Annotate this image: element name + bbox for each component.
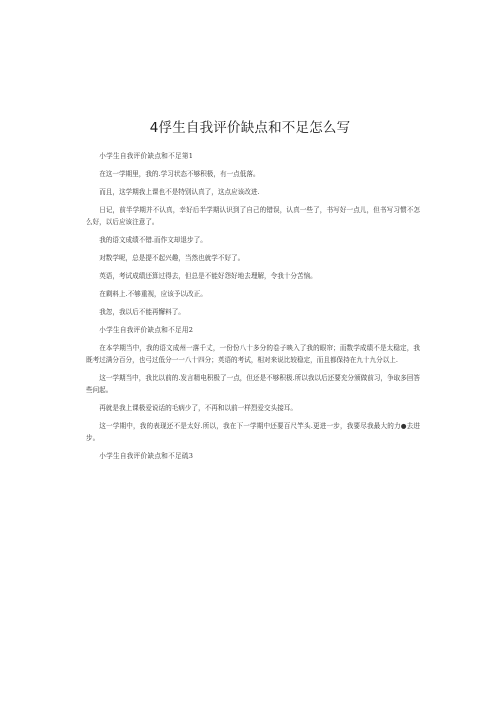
- section-heading: 小学生自我评价缺点和不足硫3: [99, 452, 194, 460]
- document-body: [86, 150, 420, 468]
- paragraph: 在剩料上.不够重视，应该予以改正。: [99, 290, 207, 298]
- paragraph: 这一学期当中，我比以前的.发言精电积极了一点，但还是不够积极.所以我以后还要充分颁做前习，争取多回答些问起。: [86, 374, 420, 394]
- section-heading: 小学生自我评价缺点和不足第1: [99, 152, 194, 160]
- document-title: 4俘生自我评价缺点和不足怎么写: [149, 120, 351, 136]
- paragraph: 在本学期当中，我的语文成州一落千丈，一份份八十多分的卷子映入了我的眼帘；而数学成绩不是太稳定，我既考过满分百分，也弓过低分一一八十四分；英语的考试，相对来说比较稳定，而且都保持在九十九分以上.: [86, 344, 420, 364]
- paragraph: 再就是我上课极爱说话的毛病少了，不再和以前一样烈爱交头接耳。: [99, 404, 297, 412]
- paragraph: 而且，这学期我上课也不是特别认真了，这点应该改进.: [99, 188, 260, 196]
- paragraph: 英语，考试成绩还算过得去，但总是不能好怨好地去理解，令我十分苦恼。: [99, 272, 317, 280]
- section-heading: 小学生自我评价缺点和不足用2: [99, 326, 194, 334]
- paragraph: 在这一学期里，我的.学习状态不够积极，有一点低落。: [99, 170, 260, 178]
- paragraph: 我忽，我以后不能再懈料了。: [99, 308, 185, 316]
- paragraph: 这一学期中，我的表现还不是太好.所以，我在下一学期中还要百尺竿头.更进一步，我要尽我最大的力●去进步。: [86, 422, 420, 442]
- paragraph: 对数学呢，总是提不起兴趣，当然也就学不好了。: [99, 254, 245, 262]
- paragraph: 日记，前半学期并不认真，幸好后半学期认识到了自己的错误，认真一些了，书写好一点儿，但书写习惯不怎么好，以后应该注意了。: [86, 206, 420, 226]
- paragraph: 我的语文成绩不错.而作文却退步了。: [99, 236, 207, 244]
